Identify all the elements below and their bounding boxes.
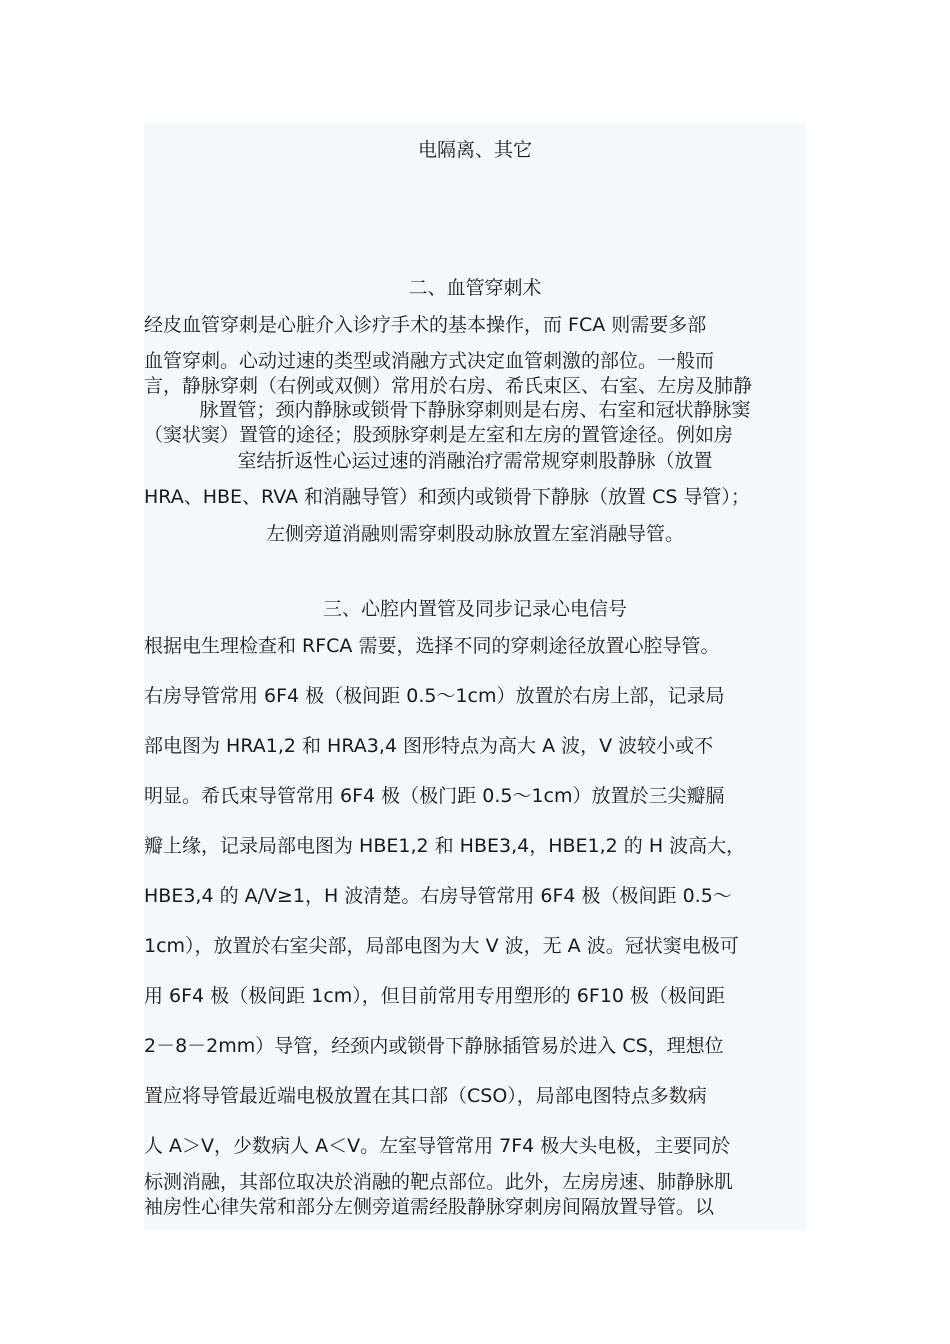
section-2-line: （窦状窦）置管的途径；股颈脉穿刺是左室和左房的置管途径。例如房 bbox=[144, 424, 734, 446]
section-3-line: 明显。希氏束导管常用 6F4 极（极门距 0.5～1cm）放置於三尖瓣膈 bbox=[144, 785, 725, 807]
section-3-line: 右房导管常用 6F4 极（极间距 0.5～1cm）放置於右房上部，记录局 bbox=[144, 685, 725, 707]
section-2-line: 室结折返性心运过速的消融治疗需常规穿刺股静脉（放置 bbox=[237, 450, 713, 472]
section-3-line: HBE3,4 的 A/V≥1，H 波清楚。右房导管常用 6F4 极（极间距 0.5～ bbox=[144, 885, 732, 907]
section-3-title: 三、心腔内置管及同步记录心电信号 bbox=[322, 598, 627, 620]
section-3-line: 2－8－2mm）导管，经颈内或锁骨下静脉插管易於进入 CS，理想位 bbox=[144, 1035, 724, 1057]
section-2-line: HRA、HBE、RVA 和消融导管）和颈内或锁骨下静脉（放置 CS 导管）； bbox=[144, 486, 750, 508]
section-2-line: 言，静脉穿刺（右例或双侧）常用於右房、希氏束区、右室、左房及肺静 bbox=[144, 375, 753, 397]
section-2-line: 脉置管；颈内静脉或锁骨下静脉穿刺则是右房、右室和冠状静脉窦 bbox=[199, 399, 751, 421]
section-3-line: 1cm），放置於右室尖部，局部电图为大 V 波，无 A 波。冠状窦电极可 bbox=[144, 935, 739, 957]
section-2-line: 左侧旁道消融则需穿刺股动脉放置左室消融导管。 bbox=[265, 523, 684, 545]
section-2-title: 二、血管穿刺术 bbox=[408, 277, 542, 299]
section-3-line: 袖房性心律失常和部分左侧旁道需经股静脉穿刺房间隔放置导管。以 bbox=[144, 1196, 715, 1218]
section-3-line: 置应将导管最近端电极放置在其口部（CSO），局部电图特点多数病 bbox=[144, 1085, 707, 1107]
section-3-line: 根据电生理检查和 RFCA 需要，选择不同的穿刺途径放置心腔导管。 bbox=[144, 635, 720, 657]
section-3-line: 瓣上缘，记录局部电图为 HBE1,2 和 HBE3,4，HBE1,2 的 H 波高大， bbox=[144, 835, 746, 857]
section-2-line: 经皮血管穿刺是心脏介入诊疗手术的基本操作，而 FCA 则需要多部 bbox=[144, 314, 707, 336]
section-2-line: 血管穿刺。心动过速的类型或消融方式决定血管刺激的部位。一般而 bbox=[144, 350, 715, 372]
section-3-line: 人 A＞V，少数病人 A＜V。左室导管常用 7F4 极大头电极，主要同於 bbox=[144, 1135, 731, 1157]
heading-top: 电隔离、其它 bbox=[417, 139, 532, 161]
section-3-line: 标测消融，其部位取决於消融的靶点部位。此外，左房房速、肺静脉肌 bbox=[144, 1171, 734, 1193]
section-3-line: 部电图为 HRA1,2 和 HRA3,4 图形特点为高大 A 波，V 波较小或不 bbox=[144, 735, 714, 757]
section-3-line: 用 6F4 极（极间距 1cm），但目前常用专用塑形的 6F10 极（极间距 bbox=[144, 985, 726, 1007]
